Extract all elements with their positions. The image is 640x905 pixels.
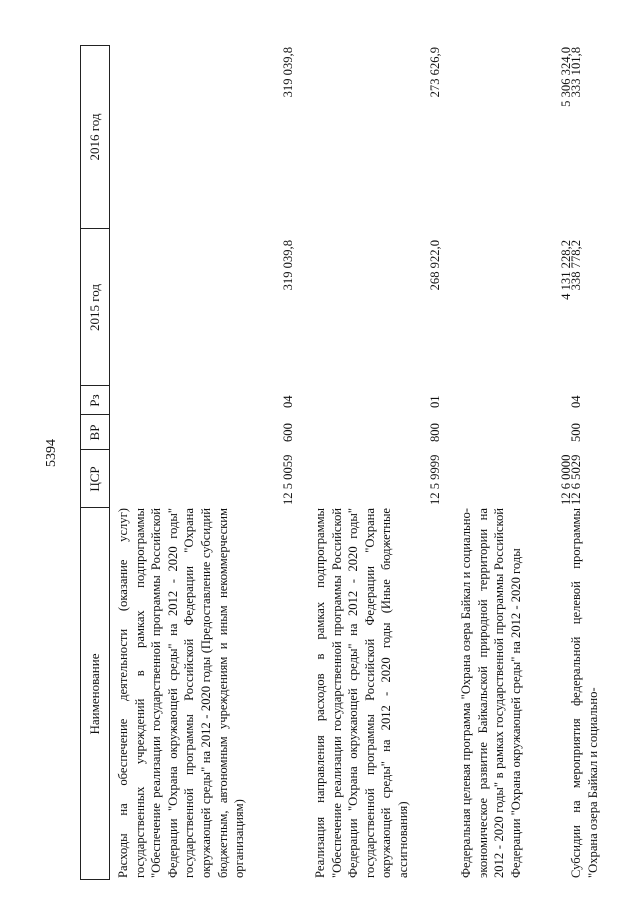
- row-csr: 12 5 0059: [281, 454, 295, 505]
- header-csr: ЦСР: [86, 466, 102, 492]
- row-2015: 319 039,8: [281, 240, 295, 291]
- header-2016: 2016 год: [86, 113, 102, 161]
- row-rz: 04: [281, 395, 295, 408]
- row-rz: 01: [428, 395, 442, 408]
- budget-table: [80, 45, 606, 880]
- row-vr: 600: [281, 423, 295, 442]
- header-divider: [109, 45, 110, 880]
- row-2016: 5 306 324,0: [559, 47, 573, 107]
- header-name: Наименование: [86, 653, 102, 735]
- row-csr: 12 6 5029: [569, 454, 583, 505]
- row-2015: 268 922,0: [428, 240, 442, 291]
- row-csr: 12 5 9999: [428, 454, 442, 505]
- row-name: Федеральная целевая программа "Охрана озера Байкал и социально-экономическое развитие Байкальской природной территории на 2012 - 2020 годы" в рамках государственной программы Российской Федерации "Охрана окружающей среды" на 2012 - 2020 годы: [459, 508, 523, 878]
- row-2016: 333 101,8: [569, 47, 583, 98]
- row-vr: 500: [569, 423, 583, 442]
- header-2015: 2015 год: [86, 284, 102, 331]
- row-2015: 4 131 228,2: [559, 240, 573, 300]
- row-csr: 12 6 0000: [559, 454, 573, 505]
- row-rz: 04: [569, 395, 583, 408]
- header-vr: ВР: [86, 424, 102, 441]
- row-2015: 338 778,2: [569, 240, 583, 291]
- row-name: Реализация направления расходов в рамках подпрограммы "Обеспечение реализации государственной программы Российской Федерации "Охрана окружающей среды" на 2012 - 2020 годы" государственной программы Российской Федерации "Охрана окружающей среды" на 2012 - 2020 годы (Иные бюджетные ассигнования): [313, 508, 410, 878]
- row-2016: 273 626,9: [428, 47, 442, 98]
- row-name: Расходы на обеспечение деятельности (оказание услуг) государственных учреждений в рамках подпрограммы "Обеспечение реализации государственной программы Российской Федерации "Охрана окружающей среды" на 2012 - 2020 годы" государственной программы Российской Федерации "Охрана окружающей среды" на 2012 - 2020 годы (Предоставление субсидий бюджетным, автономным учреждениям и иным некоммерческим организациям): [116, 508, 247, 878]
- row-name: Субсидии на мероприятия федеральной целевой программы "Охрана озера Байкал и социально-: [569, 508, 600, 878]
- row-2016: 319 039,8: [281, 47, 295, 98]
- header-rz: Рз: [86, 394, 102, 407]
- page-number: 5394: [44, 439, 59, 467]
- row-vr: 800: [428, 423, 442, 442]
